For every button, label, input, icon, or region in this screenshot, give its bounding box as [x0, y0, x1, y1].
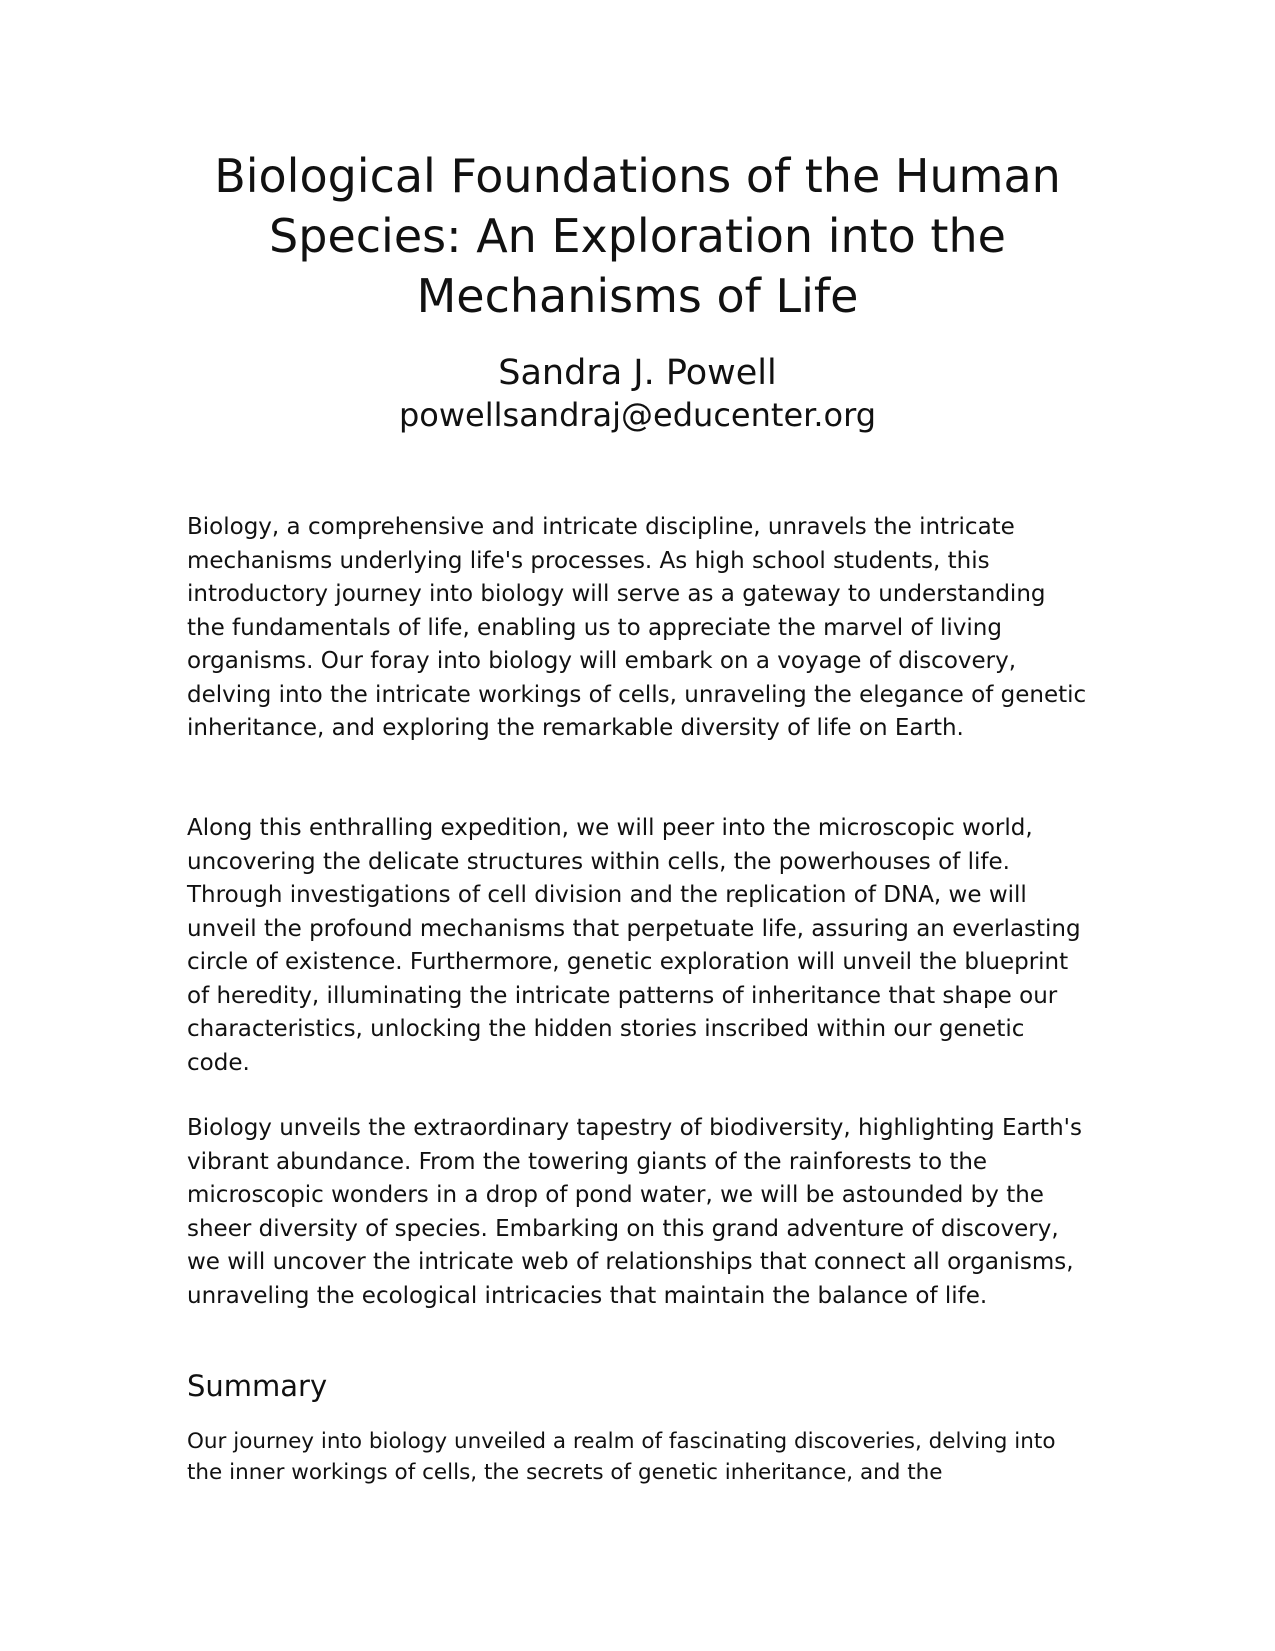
summary-heading: Summary — [187, 1369, 328, 1403]
body-paragraph-1: Biology, a comprehensive and intricate discipline, unravels the intricate mechanisms underlying life's processes. As high school students, this introductory journey into biology will serve as a gateway to understanding the fundamentals of life, enabling us to appreciate the marvel of living organisms. Our foray into biology will embark on a voyage of discovery, delving into the intricate workings of cells, unraveling the elegance of genetic inheritance, and exploring the remarkable diversity of life on Earth. — [187, 514, 1087, 741]
author-email: powellsandraj@educenter.org — [398, 396, 876, 434]
body-paragraph-3: Biology unveils the extraordinary tapestry of biodiversity, highlighting Earth's vibrant abundance. From the towering giants of the rainforests to the microscopic wonders in a drop of pond water, we will be astounded by the sheer diversity of species. Embarking on this grand adventure of discovery, we will uncover the intricate web of relationships that connect all organisms, unraveling the ecological intricacies that maintain the balance of life. — [187, 1115, 1082, 1309]
document-title: Biological Foundations of the Human Species: An Exploration into the Mechanisms of Life — [214, 149, 1061, 323]
summary-paragraph: Our journey into biology unveiled a realm of fascinating discoveries, delving into the inner workings of cells, the secrets of genetic inheritance, and the — [187, 1429, 1056, 1485]
body-paragraph-2: Along this enthralling expedition, we will peer into the microscopic world, uncovering the delicate structures within cells, the powerhouses of life. Through investigations of cell division and the replication of DNA, we will unveil the profound mechanisms that perpetuate life, assuring an everlasting circle of existence. Furthermore, genetic exploration will unveil the blueprint of heredity, illuminating the intricate patterns of inheritance that shape our characteristics, unlocking the hidden stories inscribed within our genetic code. — [187, 815, 1081, 1076]
author-name: Sandra J. Powell — [498, 353, 777, 393]
